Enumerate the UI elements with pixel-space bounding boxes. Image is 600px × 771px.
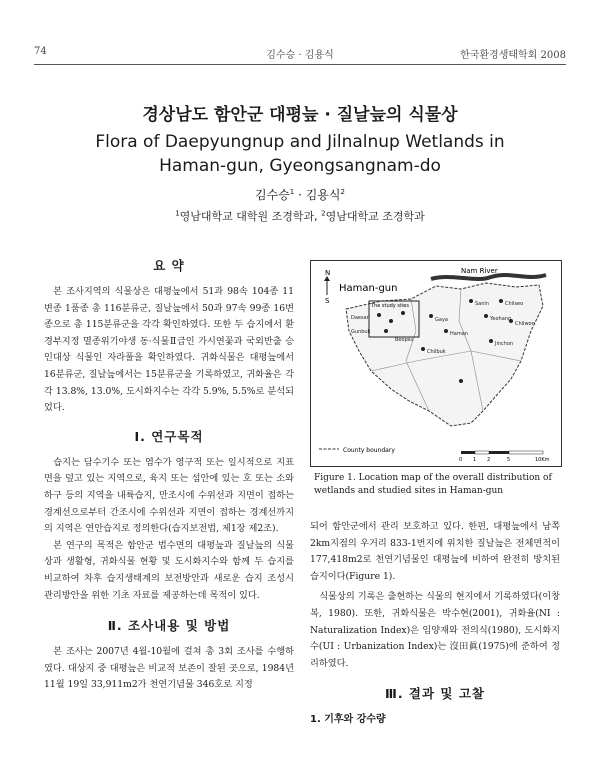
figure-caption-label: Figure 1. (314, 473, 356, 483)
title-english (80, 130, 520, 178)
right-paragraph2: 식물상의 기록은 출현하는 식물의 현지에서 기록하였다(이창복, 1980). 또한, 귀화식물은 박수현(2001), 귀화율(NI : Naturalization Index)은 임양재와 전의식(1980), 도시화지수(UI : Urbanization Index)는 沒田眞(1975)에 준하여 정리하였다. (310, 591, 560, 669)
scale-label: 1 (473, 457, 477, 463)
section3-heading: Ⅲ. 결과 및 고찰 (385, 686, 485, 702)
right-paragraph1: 되어 함안군에서 관리 보호하고 있다. 한편, 대평늪에서 남쪽 2km지점의 우거리 833-1번지에 위치한 질날늪은 전체면적이 177,418m2로 천연기념물인 대평늪에 비하여 완전히 방치된 습지이다(Figure 1). (310, 521, 560, 582)
legend-label: County boundary (343, 447, 395, 454)
title-english-line1: Flora of Daepyungnup and Jilnalnup Wetlands in (95, 132, 505, 152)
title-english-line2: Haman-gun, Gyeongsangnam-do (159, 156, 441, 176)
scale-label: 10Km (535, 457, 550, 463)
place-label: Gaya (435, 317, 448, 323)
running-authors: 김수승 · 김용식 (266, 50, 334, 61)
map-title: Haman-gun (339, 283, 398, 294)
scale-bar (459, 451, 550, 463)
author-separator: · (294, 188, 306, 202)
title-korean: 경상남도 함안군 대평늪 · 질날늪의 식물상 (142, 105, 458, 125)
section1-paragraph1: 습지는 담수기수 또는 염수가 영구적 또는 일시적으로 지표면을 덮고 있는 지역으로, 육지 또는 섬안에 있는 호 또는 소와 하구 등의 지역을 내륙습지, 만조시에 수위선과 지면이 접하는 경계선으로부터 간조시에 수위선과 지면이 접하는 경계선까지의 지역은 연안습지로 정의한다(습지보전법, 제1장 제2조). (44, 456, 294, 535)
affiliation-1: 영남대학교 대학원 조경학과, (179, 210, 322, 223)
place-label: Beopsu (395, 337, 414, 343)
place-label: Chilwon (515, 321, 535, 327)
wetland-marker (459, 379, 463, 383)
place-label: Chilseo (505, 301, 524, 307)
place-label: Sanin (475, 301, 489, 307)
scale-label: 2 (487, 457, 491, 463)
nam-river (431, 275, 546, 279)
section2-heading: Ⅱ. 조사내용 및 방법 (107, 618, 231, 634)
location-map-figure (310, 260, 562, 467)
section1-heading: Ⅰ. 연구목적 (134, 428, 204, 444)
wetland-marker (401, 311, 405, 315)
wetland-marker (489, 339, 493, 343)
right-column (310, 519, 560, 725)
wetland-marker (469, 299, 473, 303)
author-2: 김용식 (305, 188, 341, 202)
abstract-heading: 요 약 (153, 258, 185, 273)
wetland-marker (484, 314, 488, 318)
author-list (0, 186, 600, 203)
author-2-sup: 2 (340, 188, 345, 196)
figure-caption (314, 472, 560, 498)
wetland-marker (389, 319, 393, 323)
place-label: Daesan (351, 315, 370, 321)
author-1-sup: 1 (289, 188, 295, 196)
river-label: Nam River (461, 267, 498, 275)
affiliations (0, 208, 600, 224)
location-map (311, 261, 561, 466)
wetland-marker (421, 347, 425, 351)
compass-north-label: N (325, 269, 331, 277)
study-sites-label: The study sites (371, 303, 409, 309)
affiliation-2: 영남대학교 조경학과 (325, 210, 425, 223)
abstract-text: 본 조사지역의 식물상은 대평늪에서 51과 98속 104종 11변종 1품종 총 116분류군, 질날늪에서 50과 97속 99종 16변종으로 총 115분류군을 각각 확인하였다. 또한 두 습지에서 환경부지정 멸종위기야생 동·식물Ⅱ급인 가시연꽃과 국외반출 승인대상 식물인 자라풀을 확인하였다. 귀화식물은 대평늪에서 16분류군, 질날늪에서는 15분류군을 기록하였고, 귀화율은 각각 13.8%, 13.0%, 도시화지수는 각각 5.9%, 5.5%로 분석되었다. (44, 286, 294, 414)
place-label: Chilbuk (427, 349, 446, 355)
section3-subheading: 1. 기후와 강수량 (310, 714, 386, 726)
place-label: Gunbuk (351, 329, 371, 335)
page-header (34, 46, 566, 62)
section2-paragraph1: 본 조사는 2007년 4월-10월에 걸쳐 총 3회 조사를 수행하였다. 대상지 중 대평늪은 비교적 보존이 잘된 곳으로, 1984년 11월 19일 33,911m2가 천연기념물 346호로 지정 (44, 646, 294, 691)
journal-name: 한국환경생태학회 2008 (460, 50, 566, 61)
wetland-marker (429, 314, 433, 318)
wetland-marker (499, 299, 503, 303)
header-divider (34, 64, 566, 65)
wetland-marker (384, 329, 388, 333)
place-label: Haman (450, 331, 468, 337)
author-1: 김수승 (255, 188, 290, 202)
wetland-marker (377, 313, 381, 317)
compass-south-label: S (325, 297, 330, 305)
page-number: 74 (34, 46, 47, 57)
left-column (44, 250, 294, 694)
place-label: Jinchon (495, 341, 514, 347)
affiliation-1-sup: 1 (175, 209, 180, 218)
place-label: Yeohang (490, 316, 512, 322)
wetland-marker (444, 329, 448, 333)
scale-label: 0 (459, 457, 463, 463)
affiliation-2-sup: 2 (321, 209, 326, 218)
figure-caption-text: Location map of the overall distribution of wetlands and studied sites in Haman-gun (314, 473, 552, 496)
scale-label: 5 (507, 457, 511, 463)
section1-paragraph2: 본 연구의 목적은 함안군 법수면의 대평늪과 질날늪의 식물상과 생활형, 귀화식물 현황 및 도시화지수와 함께 두 습지를 비교하여 차후 습지생태계의 보전방안과 새로운 습지 조성시 관리방안을 위한 기초 자료를 제공하는데 목적이 있다. (44, 539, 294, 601)
